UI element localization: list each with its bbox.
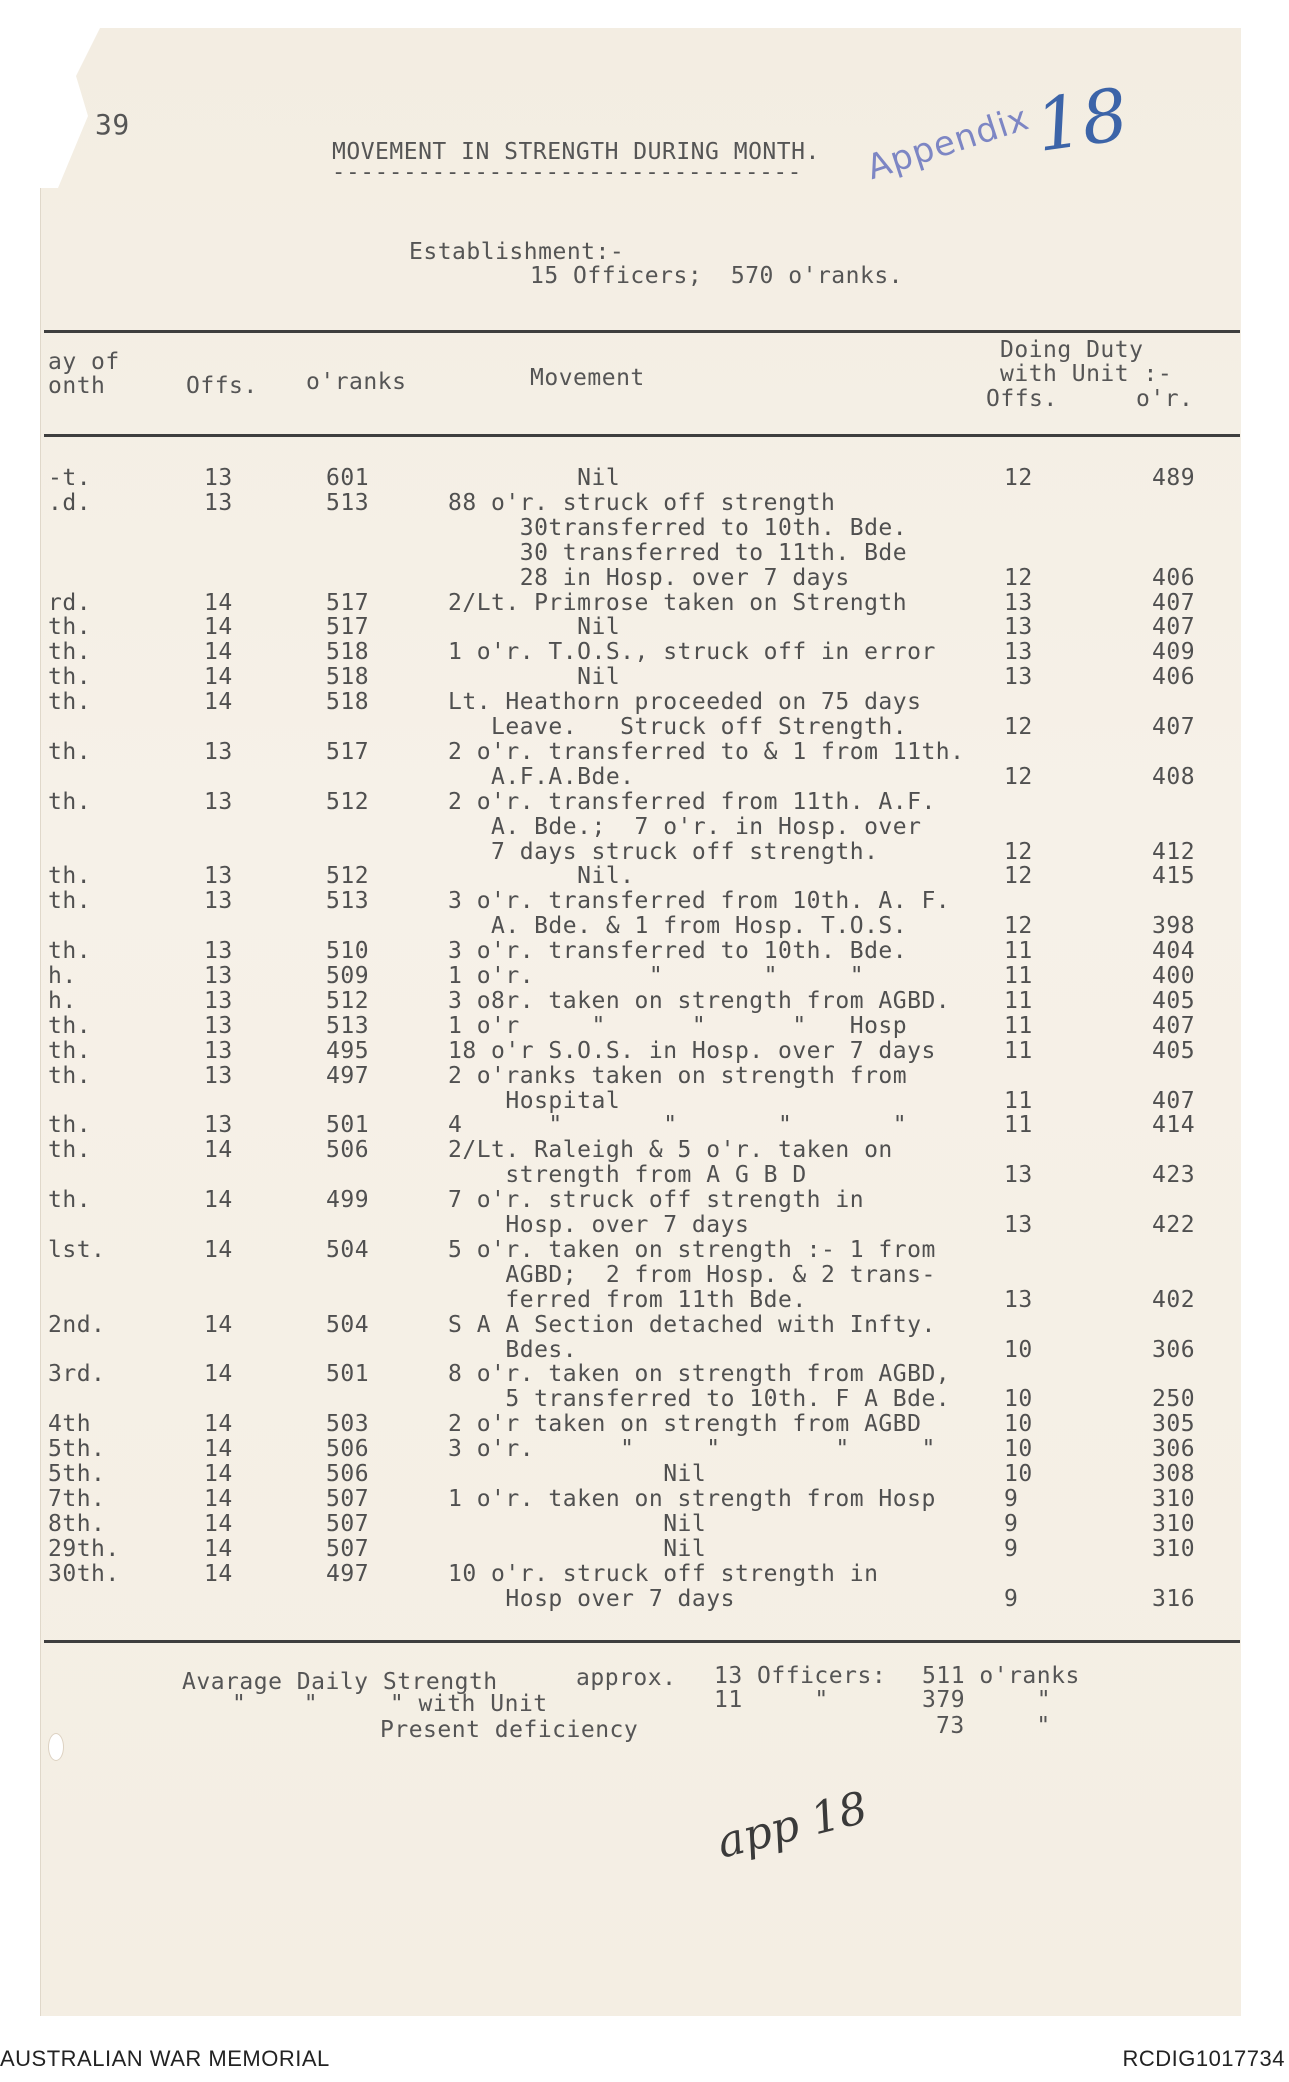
day-cell: th. (48, 1062, 92, 1089)
movement-cell: ferred from 11th Bde. (448, 1286, 807, 1313)
offs-cell: 14 (204, 1535, 233, 1562)
duty-offs-cell: 10 (1004, 1461, 1033, 1487)
offs-cell: 14 (204, 1510, 233, 1537)
summary-line1-officers: 13 Officers: (714, 1663, 887, 1689)
movement-cell: Hosp. over 7 days (448, 1212, 750, 1238)
duty-or-cell: 406 (1152, 564, 1196, 591)
duty-or-cell: 489 (1152, 465, 1196, 491)
day-cell: h. (48, 963, 77, 989)
day-cell: th. (48, 1112, 92, 1139)
summary-line2-oranks: 379 " (922, 1687, 1052, 1713)
establishment-value: 15 Officers; 570 o'ranks. (530, 263, 904, 289)
duty-or-cell: 306 (1152, 1436, 1196, 1463)
header-duty-or: o'r. (1136, 386, 1194, 412)
oranks-cell: 504 (326, 1311, 370, 1338)
offs-cell: 14 (204, 664, 233, 691)
movement-cell: Leave. Struck off Strength. (448, 714, 908, 740)
summary-line2-officers: 11 " (714, 1687, 829, 1713)
movement-cell: Nil (448, 1461, 707, 1487)
oranks-cell: 503 (326, 1411, 370, 1438)
offs-cell: 14 (204, 1311, 233, 1338)
movement-cell: 3 o'r. transferred to 10th. Bde. (448, 938, 908, 965)
duty-offs-cell: 9 (1004, 1585, 1019, 1612)
header-duty-1: Doing Duty (1000, 337, 1144, 363)
header-bottom-rule (44, 434, 1240, 437)
oranks-cell: 507 (326, 1485, 370, 1512)
offs-cell: 13 (204, 788, 233, 815)
movement-cell: 88 o'r. struck off strength (448, 489, 836, 516)
duty-offs-cell: 10 (1004, 1336, 1033, 1363)
movement-cell: Bdes. (448, 1336, 578, 1363)
movement-cell: 5 transferred to 10th. F A Bde. (448, 1386, 951, 1413)
offs-cell: 14 (204, 1560, 233, 1587)
duty-offs-cell: 11 (1004, 1037, 1033, 1064)
oranks-cell: 506 (326, 1137, 370, 1164)
summary-line3-label: Present deficiency (380, 1717, 639, 1743)
oranks-cell: 513 (326, 888, 370, 915)
oranks-cell: 512 (326, 987, 370, 1014)
duty-offs-cell: 12 (1004, 913, 1033, 940)
movement-cell: 1 o'r. taken on strength from Hosp (448, 1485, 936, 1512)
movement-cell: AGBD; 2 from Hosp. & 2 trans- (448, 1261, 936, 1288)
movement-cell: Nil (448, 1535, 707, 1562)
movement-cell: 8 o'r. taken on strength from AGBD, (448, 1361, 951, 1388)
offs-cell: 13 (204, 1112, 233, 1139)
duty-or-cell: 306 (1152, 1336, 1196, 1363)
offs-cell: 14 (204, 1361, 233, 1388)
duty-offs-cell: 13 (1004, 614, 1033, 641)
movement-cell: Nil (448, 614, 621, 641)
summary-line1-oranks: 511 o'ranks (922, 1663, 1080, 1689)
offs-cell: 13 (204, 465, 233, 491)
movement-cell: 2 o'r taken on strength from AGBD (448, 1411, 922, 1438)
movement-cell: Lt. Heathorn proceeded on 75 days (448, 689, 922, 716)
offs-cell: 14 (204, 639, 233, 666)
day-cell: 3rd. (48, 1361, 106, 1388)
movement-cell: 3 o'r. " " " " (448, 1436, 936, 1463)
day-cell: th. (48, 664, 92, 691)
header-oranks: o'ranks (306, 369, 407, 395)
duty-offs-cell: 12 (1004, 714, 1033, 740)
oranks-cell: 497 (326, 1560, 370, 1587)
day-cell: th. (48, 1187, 92, 1214)
oranks-cell: 517 (326, 589, 370, 616)
oranks-cell: 501 (326, 1361, 370, 1388)
table-top-rule (44, 330, 1240, 333)
day-cell: 8th. (48, 1510, 106, 1537)
duty-offs-cell: 13 (1004, 1162, 1033, 1189)
duty-offs-cell: 9 (1004, 1485, 1019, 1512)
movement-cell: A.F.A.Bde. (448, 763, 635, 790)
duty-offs-cell: 9 (1004, 1535, 1019, 1562)
oranks-cell: 513 (326, 1012, 370, 1039)
duty-offs-cell: 13 (1004, 639, 1033, 666)
duty-or-cell: 407 (1152, 589, 1196, 616)
movement-cell: 5 o'r. taken on strength :- 1 from (448, 1236, 936, 1263)
day-cell: 30th. (48, 1560, 120, 1587)
oranks-cell: 509 (326, 963, 370, 989)
duty-or-cell: 407 (1152, 714, 1196, 740)
duty-offs-cell: 10 (1004, 1411, 1033, 1438)
duty-or-cell: 405 (1152, 987, 1196, 1014)
appendix-stamp: Appendix (862, 98, 1035, 189)
duty-or-cell: 422 (1152, 1212, 1196, 1238)
summary-line1-approx: approx. (576, 1665, 677, 1691)
oranks-cell: 517 (326, 738, 370, 765)
handwritten-app-note: app 18 (712, 1782, 873, 1869)
oranks-cell: 512 (326, 788, 370, 815)
offs-cell: 13 (204, 1012, 233, 1039)
duty-offs-cell: 12 (1004, 465, 1033, 491)
movement-cell: 3 o8r. taken on strength from AGBD. (448, 987, 951, 1014)
movement-cell: Nil (448, 1510, 707, 1537)
day-cell: th. (48, 1137, 92, 1164)
duty-offs-cell: 9 (1004, 1510, 1019, 1537)
header-day-2: onth (48, 373, 106, 399)
day-cell: rd. (48, 589, 92, 616)
header-offs: Offs. (186, 373, 258, 399)
movement-cell: 2/Lt. Raleigh & 5 o'r. taken on (448, 1137, 893, 1164)
duty-or-cell: 316 (1152, 1585, 1196, 1612)
movement-cell: 1 o'r " " " Hosp (448, 1012, 908, 1039)
oranks-cell: 495 (326, 1037, 370, 1064)
offs-cell: 14 (204, 1485, 233, 1512)
summary-line1-label: Avarage Daily Strength (182, 1669, 498, 1695)
duty-offs-cell: 12 (1004, 763, 1033, 790)
movement-cell: 4 " " " " (448, 1112, 908, 1139)
movement-cell: 30 transferred to 11th. Bde (448, 539, 908, 566)
page-title: MOVEMENT IN STRENGTH DURING MONTH. (332, 139, 820, 165)
movement-cell: 2 o'r. transferred to & 1 from 11th. (448, 738, 965, 765)
day-cell: 4th (48, 1411, 92, 1438)
day-cell: th. (48, 689, 92, 716)
duty-or-cell: 415 (1152, 863, 1196, 890)
duty-or-cell: 250 (1152, 1386, 1196, 1413)
movement-cell: Hospital (448, 1087, 621, 1114)
movement-cell: A. Bde.; 7 o'r. in Hosp. over (448, 813, 922, 840)
offs-cell: 14 (204, 1137, 233, 1164)
page-number: 39 (95, 108, 130, 141)
offs-cell: 14 (204, 1436, 233, 1463)
offs-cell: 13 (204, 987, 233, 1014)
movement-cell: 1 o'r. T.O.S., struck off in error (448, 639, 936, 666)
oranks-cell: 504 (326, 1236, 370, 1263)
duty-or-cell: 407 (1152, 1087, 1196, 1114)
day-cell: 5th. (48, 1461, 106, 1487)
header-duty-offs: Offs. (986, 386, 1058, 412)
day-cell: th. (48, 788, 92, 815)
oranks-cell: 517 (326, 614, 370, 641)
duty-offs-cell: 11 (1004, 1112, 1033, 1139)
oranks-cell: 601 (326, 465, 370, 491)
oranks-cell: 506 (326, 1436, 370, 1463)
punch-hole (48, 1733, 64, 1761)
duty-or-cell: 423 (1152, 1162, 1196, 1189)
duty-or-cell: 310 (1152, 1510, 1196, 1537)
movement-cell: 3 o'r. transferred from 10th. A. F. (448, 888, 951, 915)
movement-cell: 18 o'r S.O.S. in Hosp. over 7 days (448, 1037, 936, 1064)
offs-cell: 13 (204, 888, 233, 915)
movement-cell: 1 o'r. " " " (448, 963, 865, 989)
duty-offs-cell: 11 (1004, 987, 1033, 1014)
duty-offs-cell: 12 (1004, 838, 1033, 865)
duty-offs-cell: 11 (1004, 1012, 1033, 1039)
movement-cell: 7 o'r. struck off strength in (448, 1187, 865, 1214)
movement-cell: A. Bde. & 1 from Hosp. T.O.S. (448, 913, 908, 940)
duty-or-cell: 308 (1152, 1461, 1196, 1487)
movement-cell: Nil. (448, 863, 635, 890)
duty-or-cell: 412 (1152, 838, 1196, 865)
movement-cell: Nil (448, 465, 621, 491)
table-bottom-rule (44, 1640, 1240, 1643)
duty-or-cell: 407 (1152, 614, 1196, 641)
movement-cell: 28 in Hosp. over 7 days (448, 564, 850, 591)
footer-id: RCDIG1017734 (1122, 2046, 1285, 2071)
day-cell: th. (48, 863, 92, 890)
day-cell: th. (48, 639, 92, 666)
oranks-cell: 506 (326, 1461, 370, 1487)
duty-offs-cell: 13 (1004, 664, 1033, 691)
duty-offs-cell: 13 (1004, 1286, 1033, 1313)
offs-cell: 13 (204, 489, 233, 516)
day-cell: th. (48, 938, 92, 965)
offs-cell: 14 (204, 614, 233, 641)
duty-or-cell: 305 (1152, 1411, 1196, 1438)
movement-cell: 30transferred to 10th. Bde. (448, 514, 908, 541)
duty-or-cell: 402 (1152, 1286, 1196, 1313)
day-cell: 2nd. (48, 1311, 106, 1338)
movement-cell: Hosp over 7 days (448, 1585, 735, 1612)
day-cell: 7th. (48, 1485, 106, 1512)
movement-cell: 7 days struck off strength. (448, 838, 879, 865)
oranks-cell: 497 (326, 1062, 370, 1089)
day-cell: th. (48, 1037, 92, 1064)
movement-cell: strength from A G B D (448, 1162, 807, 1189)
day-cell: h. (48, 987, 77, 1014)
offs-cell: 14 (204, 1187, 233, 1214)
header-movement: Movement (530, 365, 645, 391)
duty-or-cell: 398 (1152, 913, 1196, 940)
movement-cell: 2 o'ranks taken on strength from (448, 1062, 908, 1089)
day-cell: th. (48, 888, 92, 915)
day-cell: lst. (48, 1236, 106, 1263)
duty-offs-cell: 13 (1004, 589, 1033, 616)
duty-offs-cell: 12 (1004, 863, 1033, 890)
oranks-cell: 512 (326, 863, 370, 890)
duty-or-cell: 310 (1152, 1485, 1196, 1512)
duty-or-cell: 414 (1152, 1112, 1196, 1139)
duty-offs-cell: 12 (1004, 564, 1033, 591)
day-cell: th. (48, 614, 92, 641)
offs-cell: 14 (204, 1411, 233, 1438)
oranks-cell: 513 (326, 489, 370, 516)
duty-or-cell: 407 (1152, 1012, 1196, 1039)
offs-cell: 13 (204, 963, 233, 989)
offs-cell: 14 (204, 689, 233, 716)
oranks-cell: 518 (326, 664, 370, 691)
oranks-cell: 507 (326, 1535, 370, 1562)
duty-offs-cell: 11 (1004, 938, 1033, 965)
day-cell: 29th. (48, 1535, 120, 1562)
day-cell: th. (48, 1012, 92, 1039)
duty-or-cell: 400 (1152, 963, 1196, 989)
day-cell: th. (48, 738, 92, 765)
movement-cell: S A A Section detached with Infty. (448, 1311, 936, 1338)
duty-or-cell: 409 (1152, 639, 1196, 666)
header-duty-2: with Unit :- (1000, 361, 1173, 387)
day-cell: -t. (48, 465, 92, 491)
offs-cell: 13 (204, 863, 233, 890)
summary-line3-value: 73 " (936, 1713, 1051, 1739)
offs-cell: 14 (204, 1236, 233, 1263)
oranks-cell: 510 (326, 938, 370, 965)
offs-cell: 13 (204, 738, 233, 765)
establishment-label: Establishment:- (409, 239, 625, 265)
duty-or-cell: 310 (1152, 1535, 1196, 1562)
duty-offs-cell: 13 (1004, 1212, 1033, 1238)
offs-cell: 14 (204, 1461, 233, 1487)
duty-or-cell: 404 (1152, 938, 1196, 965)
day-cell: 5th. (48, 1436, 106, 1463)
header-day-1: ay of (48, 349, 120, 375)
offs-cell: 13 (204, 1062, 233, 1089)
movement-cell: 2/Lt. Primrose taken on Strength (448, 589, 908, 616)
offs-cell: 14 (204, 589, 233, 616)
oranks-cell: 507 (326, 1510, 370, 1537)
movement-cell: 2 o'r. transferred from 11th. A.F. (448, 788, 936, 815)
oranks-cell: 499 (326, 1187, 370, 1214)
footer-source: AUSTRALIAN WAR MEMORIAL (0, 2046, 330, 2071)
offs-cell: 13 (204, 938, 233, 965)
duty-or-cell: 408 (1152, 763, 1196, 790)
movement-cell: Nil (448, 664, 621, 691)
oranks-cell: 501 (326, 1112, 370, 1139)
offs-cell: 13 (204, 1037, 233, 1064)
oranks-cell: 518 (326, 689, 370, 716)
duty-offs-cell: 11 (1004, 1087, 1033, 1114)
duty-or-cell: 406 (1152, 664, 1196, 691)
day-cell: .d. (48, 489, 92, 516)
title-underline: --------------------------------- (332, 160, 803, 185)
movement-cell: 10 o'r. struck off strength in (448, 1560, 879, 1587)
oranks-cell: 518 (326, 639, 370, 666)
duty-offs-cell: 10 (1004, 1436, 1033, 1463)
duty-offs-cell: 11 (1004, 963, 1033, 989)
duty-offs-cell: 10 (1004, 1386, 1033, 1413)
duty-or-cell: 405 (1152, 1037, 1196, 1064)
handwritten-appendix-number: 18 (1030, 72, 1134, 168)
summary-line2-label: " " " with Unit (232, 1691, 548, 1717)
